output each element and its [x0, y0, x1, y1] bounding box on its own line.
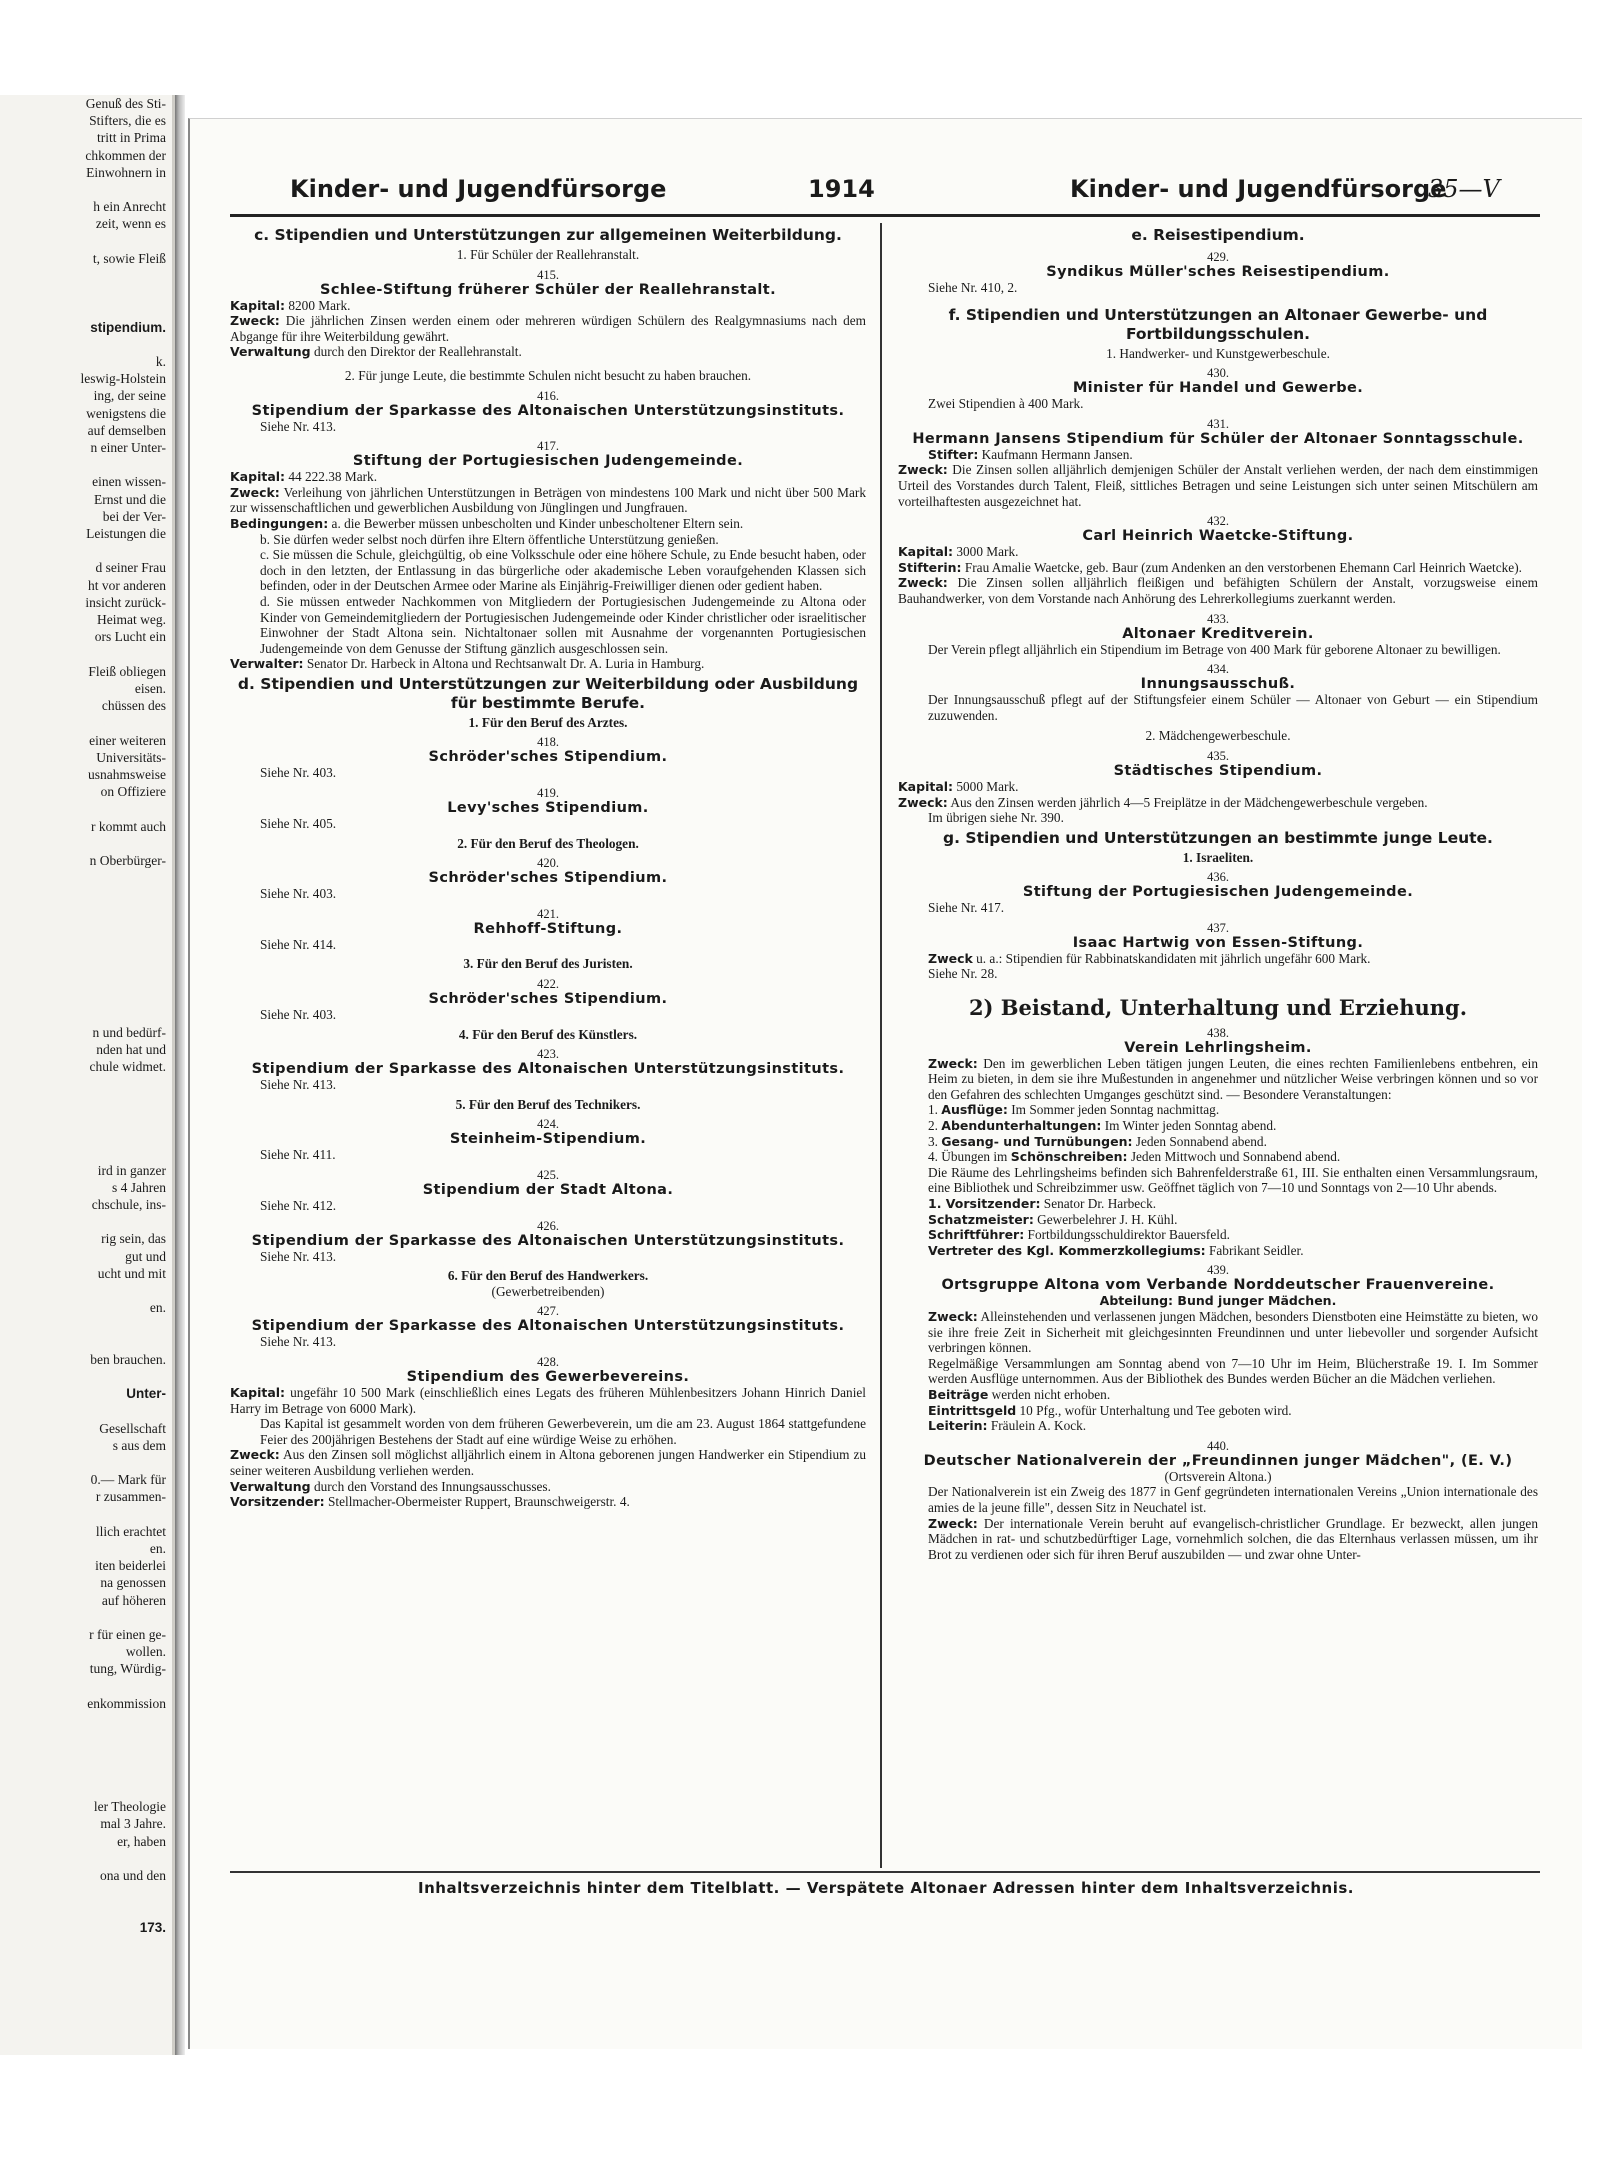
entry-title: Steinheim-Stipendium. [449, 1131, 647, 1148]
strip-line: ler Theologie [93, 1799, 166, 1815]
field-label: Zweck: [928, 1515, 978, 1531]
strip-line: usnahmsweise [88, 766, 166, 782]
right-column [898, 223, 1538, 1562]
entry-number: 421. [537, 906, 559, 921]
entry-title: Altonaer Kreditverein. [1122, 625, 1314, 642]
field-label: Verwaltung [230, 1478, 311, 1494]
entry-number: 428. [537, 1354, 559, 1369]
see-reference: Siehe Nr. 403. [260, 765, 337, 781]
field-label: Kapital: [230, 469, 286, 485]
field-value: Frau Amalie Waetcke, geb. Baur (zum Andenken an den verstorbenen Ehemann Carl Heinrich Waetcke). [961, 559, 1522, 575]
entry-title: Städtisches Stipendium. [1113, 762, 1323, 779]
strip-line: n und bedürf- [92, 1024, 166, 1040]
field-label: Verwaltung [230, 344, 311, 360]
strip-line: Fleiß obliegen [88, 663, 166, 679]
section-c-heading: c. Stipendien und Unterstützungen zur allgemeinen Weiterbildung. [254, 226, 842, 244]
strip-line [0, 869, 172, 886]
strip-line [0, 714, 172, 731]
paragraph: Der Verein pflegt alljährlich ein Stipendium im Betrage von 400 Mark für geborene Altonaer zu bewilligen. [928, 641, 1501, 657]
field-label: Kapital: [898, 544, 954, 560]
entry-title: Minister für Handel und Gewerbe. [1072, 380, 1364, 397]
strip-line [0, 336, 172, 353]
strip-line: k. [155, 354, 166, 370]
field-label: Vorsitzender: [230, 1494, 325, 1510]
header-page-number: 35—V [1428, 175, 1500, 203]
see-reference: Siehe Nr. 413. [260, 1334, 337, 1350]
field-label: Kapital: [230, 1384, 286, 1400]
field-label: Stifterin: [898, 559, 962, 575]
see-reference: Siehe Nr. 414. [260, 936, 337, 952]
strip-line [0, 1884, 172, 1901]
subsection-label: 5. Für den Beruf des Technikers. [455, 1096, 641, 1112]
strip-line [0, 1901, 172, 1918]
entry-number: 417. [537, 439, 559, 454]
subsection-label: 3. Für den Beruf des Juristen. [463, 956, 633, 972]
strip-line: Genuß des Sti- [85, 96, 166, 111]
strip-line [0, 301, 172, 318]
paragraph: c. Sie müssen die Schule, gleichgültig, ob eine Volksschule oder eine höhere Schule, zu Ende besucht haben, oder doch in den letzten, der Entlassung in das bürgerliche oder akademische Leben voraufgehenden Klassen sich befinden, oder in der Deutschen Armee oder Marine als Einjährig-Freiwilliger dienen oder gedient haben. [260, 547, 866, 594]
field-label: Zweck: [898, 462, 948, 478]
entry-number: 439. [1207, 1263, 1229, 1278]
strip-line [0, 800, 172, 817]
strip-line [0, 1282, 172, 1299]
strip-line [0, 835, 172, 852]
strip-line: auf höheren [101, 1592, 166, 1608]
strip-line: t, sowie Fleiß [92, 250, 166, 266]
list-marker: 3. [928, 1133, 942, 1149]
subsection-label: 2. Mädchengewerbeschule. [1145, 728, 1291, 744]
strip-line: tritt in Prima [97, 130, 166, 146]
strip-line: s aus dem [112, 1437, 166, 1453]
entry-number: 416. [537, 388, 559, 403]
header-right-title: Kinder- und Jugendfürsorge [1070, 175, 1447, 203]
strip-line: n einer Unter- [90, 440, 166, 456]
strip-line: leswig-Holstein [80, 371, 166, 387]
entry-title: Schlee-Stiftung früherer Schüler der Reallehranstalt. [320, 281, 776, 298]
entry-number: 440. [1207, 1438, 1229, 1453]
strip-line: er, haben [117, 1833, 166, 1849]
strip-line: Einwohnern in [86, 164, 166, 180]
strip-line: en. [149, 1300, 166, 1316]
header-year: 1914 [808, 175, 875, 203]
strip-line: h ein Anrecht [93, 199, 166, 215]
field-value: Aus den Zinsen soll möglichst alljährlich einem in Altona geborenen jungen Handwerker ein Stipendium zu seiner weiteren Ausbildung verliehen werden. [230, 1447, 866, 1478]
left-column [230, 223, 866, 1510]
strip-line [0, 1093, 172, 1110]
entry-title: Isaac Hartwig von Essen-Stiftung. [1072, 934, 1364, 951]
list-marker: 1. [928, 1102, 942, 1118]
page [188, 118, 1582, 2049]
strip-line [0, 886, 172, 903]
entry-title: Deutscher Nationalverein der „Freundinnen junger Mädchen", (E. V.) [923, 1452, 1513, 1469]
strip-line: ors Lucht ein [94, 629, 166, 645]
field-value: durch den Direktor der Reallehranstalt. [310, 344, 522, 360]
field-value: Gewerbelehrer J. H. Kühl. [1033, 1211, 1178, 1227]
strip-line: d seiner Frau [95, 560, 166, 576]
entry-title: Hermann Jansens Stipendium für Schüler der Altonaer Sonntagsschule. [912, 430, 1524, 447]
entry-number: 427. [537, 1304, 559, 1319]
book-gutter [175, 95, 185, 2055]
entry-title: Rehhoff-Stiftung. [473, 920, 623, 937]
entry-title: Stipendium der Sparkasse des Altonaischen Unterstützungsinstituts. [251, 1318, 845, 1335]
strip-line: s 4 Jahren [112, 1179, 166, 1195]
strip-line [0, 955, 172, 972]
see-reference: Siehe Nr. 405. [260, 816, 337, 832]
strip-line [0, 1144, 172, 1161]
field-value: ungefähr 10 500 Mark (einschließlich eines Legats des früheren Mühlenbesitzers Johann Hinrich Daniel Harry im Betrage von 6000 Mark). [230, 1384, 866, 1416]
field-value: Im Sommer jeden Sonntag nachmittag. [1007, 1102, 1220, 1118]
field-label: Zweck: [898, 794, 948, 810]
entry-number: 438. [1207, 1025, 1229, 1040]
see-reference: Siehe Nr. 413. [260, 1077, 337, 1093]
section-g-heading: g. Stipendien und Unterstützungen an bestimmte junge Leute. [943, 828, 1493, 847]
strip-line: ird in ganzer [97, 1162, 166, 1178]
strip-line [0, 1127, 172, 1144]
field-value: Aus den Zinsen werden jährlich 4—5 Freiplätze in der Mädchengewerbeschule vergeben. [947, 794, 1428, 810]
entry-title: Syndikus Müller'sches Reisestipendium. [1046, 264, 1390, 280]
strip-line: stipendium. [90, 319, 166, 335]
strip-line: enkommission [87, 1695, 166, 1711]
strip-line [0, 1747, 172, 1764]
see-reference: Siehe Nr. 413. [260, 1248, 337, 1264]
entry-subtitle: Abteilung: Bund junger Mädchen. [1099, 1293, 1337, 1309]
field-label: Vertreter des Kgl. Kommerzkollegiums: [928, 1242, 1206, 1258]
field-value: Der internationale Verein beruht auf evangelisch-christlicher Grundlage. Er bezweckt, allen jungen Mädchen in rat- und schutzbedürftiger Lage, vornehmlich solchen, die das Elternhaus verlassen müssen, um ihr Brot zu verdienen oder sich für ihren Beruf auszubilden — und zwar ohne Unter- [928, 1515, 1538, 1562]
strip-line: chule widmet. [89, 1059, 166, 1075]
strip-line [0, 284, 172, 301]
strip-line [0, 1402, 172, 1419]
field-value: Im Winter jeden Sonntag abend. [1101, 1118, 1277, 1134]
entry-number: 423. [537, 1047, 559, 1062]
field-value: Fabrikant Seidler. [1205, 1242, 1304, 1258]
strip-line: chkommen der [85, 147, 166, 163]
field-value: 8200 Mark. [285, 297, 351, 313]
scan-top-margin [0, 0, 1600, 58]
strip-line [0, 267, 172, 284]
strip-line: iten beiderlei [95, 1558, 166, 1574]
list-marker: 2. [928, 1118, 942, 1134]
entry-title: Stipendium der Stadt Altona. [422, 1182, 674, 1198]
footer-note: Inhaltsverzeichnis hinter dem Titelblatt. — Verspätete Altonaer Adressen hinter dem Inhaltsverzeichnis. [418, 1879, 1354, 1897]
entry-number: 437. [1207, 920, 1229, 935]
paragraph: d. Sie müssen entweder Nachkommen von Mitgliedern der Portugiesischen Judengemeinde zu Altona oder Kinder von Gemeindemitgliedern der Portugiesischen Judengemeinde oder Kinder christlicher oder israelitischer Einwohner der Stadt Altona sein. Nichtaltonaer sollen mit Ausnahme der vorgenannten Portugiesischen Judengemeinde von dem Genusse der Stiftung gänzlich ausgeschlossen sein. [260, 593, 866, 656]
field-value: a. die Bewerber müssen unbescholten und Kinder unbescholtener Eltern sein. [328, 515, 744, 531]
strip-line: chüssen des [101, 698, 166, 714]
strip-line: tung, Würdig- [89, 1661, 166, 1677]
field-label: Zweck: [230, 484, 280, 500]
field-label: Leiterin: [928, 1418, 988, 1434]
running-header [190, 171, 1582, 211]
left-page-strip [0, 95, 175, 2055]
subsection-label: 1. Für den Beruf des Arztes. [468, 714, 628, 730]
strip-line: ht vor anderen [88, 577, 166, 593]
entry-number: 419. [537, 786, 559, 801]
field-label: Schönschreiben: [1010, 1149, 1128, 1165]
strip-line [0, 1850, 172, 1867]
list-marker: 4. Übungen im [928, 1149, 1011, 1165]
strip-line: Heimat weg. [97, 612, 166, 628]
subsection-label: 2. Für junge Leute, die bestimmte Schulen nicht besucht zu haben brauchen. [344, 367, 752, 383]
subsection-label: 6. Für den Beruf des Handwerkers. [447, 1268, 649, 1284]
field-value: u. a.: Stipendien für Rabbinatskandidaten mit jährlich ungefähr 600 Mark. [972, 950, 1371, 966]
strip-line: n Oberbürger- [89, 852, 166, 868]
strip-line: r für einen ge- [89, 1627, 166, 1643]
subsection-label: 1. Israeliten. [1182, 849, 1254, 865]
field-value: 5000 Mark. [953, 778, 1019, 794]
field-value: Alleinstehenden und verlassenen jungen Mädchen, besonders Dienstboten eine Heimstätte zu bieten, wo sie ihre freie Zeit in Sicherheit mit gleichgesinnten Freundinnen und unter liebevoller und sorgender Aufsicht verbringen können. [928, 1308, 1538, 1356]
strip-line: na genossen [100, 1575, 166, 1591]
strip-line [0, 1609, 172, 1626]
field-label: Ausflüge: [941, 1102, 1008, 1118]
strip-line [0, 972, 172, 989]
see-reference: Siehe Nr. 417. [928, 900, 1005, 916]
subsection-label: 2. Für den Beruf des Theologen. [457, 835, 639, 851]
strip-line [0, 938, 172, 955]
paragraph: Regelmäßige Versammlungen am Sonntag abend von 7—10 Uhr im Heim, Blücherstraße 19. I. Im Sommer werden Ausflüge unternommen. Aus der Bibliothek des Bundes werden Bücher an die Mädchen verliehen. [928, 1355, 1538, 1387]
strip-line: Universitäts- [96, 749, 166, 765]
strip-line: llich erachtet [95, 1523, 166, 1539]
entry-number: 432. [1207, 514, 1229, 529]
entry-title: Stipendium der Sparkasse des Altonaischen Unterstützungsinstituts. [251, 1232, 845, 1249]
strip-line: ben brauchen. [90, 1351, 166, 1367]
entry-number: 431. [1207, 416, 1229, 431]
strip-line: r kommt auch [91, 818, 166, 834]
field-value: Jeden Mittwoch und Sonnabend abend. [1127, 1149, 1341, 1165]
field-value: Senator Dr. Harbeck. [1040, 1196, 1157, 1211]
strip-line: bei der Ver- [102, 508, 166, 524]
entry-subtitle: (Ortsverein Altona.) [1164, 1468, 1272, 1484]
field-value: 44 222.38 Mark. [285, 469, 378, 485]
field-label: Beiträge [928, 1386, 989, 1402]
strip-line: mal 3 Jahre. [100, 1816, 166, 1832]
strip-line: wenigstens die [86, 405, 166, 421]
entry-number: 429. [1207, 250, 1229, 264]
field-value: Die Zinsen sollen alljährlich demjenigen Schüler der Anstalt verliehen werden, der nach dem einstimmigen Urteil des Vorstandes durch Talent, Fleiß, sittliches Betragen und seine Leistungen sich unter seinen Mitschülern am vorteilhaftesten ausgezeichnet hat. [898, 462, 1538, 509]
strip-line: zeit, wenn es [95, 216, 166, 232]
entry-number: 425. [537, 1168, 559, 1182]
see-reference: Siehe Nr. 411. [260, 1147, 336, 1163]
entry-title: Schröder'sches Stipendium. [428, 991, 668, 1008]
strip-line [0, 990, 172, 1007]
field-label: Zweck: [928, 1055, 978, 1071]
entry-number: 415. [537, 267, 559, 282]
entry-title: Carl Heinrich Waetcke-Stiftung. [1082, 528, 1354, 545]
entry-number: 422. [537, 977, 559, 992]
field-label: 1. Vorsitzender: [928, 1196, 1041, 1211]
strip-line: 173. [139, 1919, 166, 1935]
header-rule [230, 214, 1540, 217]
entry-title: Stipendium der Sparkasse des Altonaischen Unterstützungsinstituts. [251, 1061, 845, 1078]
strip-line [0, 921, 172, 938]
paragraph: Das Kapital ist gesammelt worden von dem früheren Gewerbeverein, um die am 23. August 1864 stattgefundene Feier des 200jährigen Bestehens der Stadt auf eine würdige Weise zu erhöhen. [260, 1416, 866, 1447]
field-label: Zweck: [898, 575, 948, 591]
strip-line [0, 646, 172, 663]
entry-title: Schröder'sches Stipendium. [428, 870, 668, 887]
strip-line [0, 1764, 172, 1781]
strip-line [0, 1678, 172, 1695]
header-left-title: Kinder- und Jugendfürsorge [290, 175, 667, 203]
field-value: durch den Vorstand des Innungsausschusses. [310, 1478, 551, 1494]
strip-line [0, 233, 172, 250]
strip-line [0, 1781, 172, 1798]
paragraph: Der Nationalverein ist ein Zweig des 1877 in Genf gegründeten internationalen Vereins „Union internationale des amies de la jeune fille", dessen Sitz in Neuchatel ist. [928, 1484, 1538, 1515]
field-label: Zweck [928, 950, 973, 966]
strip-line: einen wissen- [92, 474, 166, 490]
strip-line: eisen. [134, 680, 166, 696]
strip-line: Unter- [126, 1386, 166, 1402]
strip-line: auf demselben [87, 422, 166, 438]
field-label: Eintrittsgeld [928, 1402, 1017, 1418]
strip-line: ona und den [100, 1867, 166, 1883]
field-label: Zweck: [928, 1308, 978, 1324]
paragraph: b. Sie dürfen weder selbst noch dürfen ihre Eltern öffentliche Unterstützung genießen. [260, 531, 719, 547]
field-label: Kapital: [898, 778, 954, 794]
field-value: Die Zinsen sollen alljährlich fleißigen und befähigten Schülern der Anstalt, vorzugsweise einem Bauhandwerker, von dem Vorstande nach Anhörung des Lehrerkollegiums zuerkannt werden. [898, 575, 1538, 606]
strip-line: rig sein, das [101, 1231, 166, 1247]
strip-line [0, 1110, 172, 1127]
entry-number: 426. [537, 1218, 559, 1233]
field-value: Fräulein A. Kock. [987, 1418, 1087, 1434]
entry-title: Stiftung der Portugiesischen Judengemeinde. [1022, 884, 1414, 901]
strip-line: en. [149, 1541, 166, 1557]
field-label: Schriftführer: [928, 1227, 1025, 1243]
strip-line: Stifters, die es [89, 113, 166, 129]
strip-line [0, 1506, 172, 1523]
strip-line [0, 904, 172, 921]
paragraph: Der Innungsausschuß pflegt auf der Stiftungsfeier einem Schüler — Altonaer von Geburt — ein Stipendium zuzuwenden. [928, 692, 1538, 723]
paragraph: Zwei Stipendien à 400 Mark. [928, 396, 1084, 412]
strip-line: ucht und mit [97, 1265, 166, 1281]
strip-line [0, 542, 172, 559]
entry-number: 430. [1207, 366, 1229, 381]
section-e-heading: e. Reisestipendium. [1131, 226, 1305, 244]
field-value: Stellmacher-Obermeister Ruppert, Braunschweigerstr. 4. [324, 1494, 630, 1510]
footer-rule [230, 1871, 1540, 1873]
entry-title: Innungsausschuß. [1140, 676, 1296, 693]
field-value: Jeden Sonnabend abend. [1132, 1133, 1267, 1149]
strip-line [0, 1729, 172, 1746]
field-label: Bedingungen: [230, 515, 329, 531]
strip-line [0, 456, 172, 473]
subsection-note: (Gewerbetreibenden) [491, 1283, 605, 1299]
strip-line [0, 1368, 172, 1385]
entry-number: 420. [537, 856, 559, 871]
field-label: Gesang- und Turnübungen: [941, 1133, 1133, 1149]
strip-line: ing, der seine [93, 388, 166, 404]
strip-line [0, 1454, 172, 1471]
strip-line [0, 1316, 172, 1333]
strip-line [0, 1712, 172, 1729]
field-value: Verleihung von jährlichen Unterstützungen in Beträgen von mindestens 100 Mark und nicht über 500 Mark zur wissenschaftlichen und gewerblichen Ausbildung von Jünglingen und Jungfrauen. [230, 484, 866, 516]
field-label: Kapital: [230, 297, 286, 313]
main-section-heading: 2) Beistand, Unterhaltung und Erziehung. [968, 995, 1468, 1021]
see-reference: Im übrigen siehe Nr. 390. [928, 810, 1064, 826]
entry-number: 434. [1207, 662, 1229, 677]
field-value: werden nicht erhoben. [988, 1386, 1111, 1402]
field-value: Senator Dr. Harbeck in Altona und Rechtsanwalt Dr. A. Luria in Hamburg. [303, 656, 705, 672]
see-reference: Siehe Nr. 412. [260, 1198, 337, 1213]
subsection-label: 1. Für Schüler der Reallehranstalt. [456, 247, 640, 262]
field-label: Zweck: [230, 1447, 280, 1463]
entry-number: 433. [1207, 611, 1229, 626]
strip-line: chschule, ins- [91, 1197, 166, 1212]
entry-number: 424. [537, 1117, 559, 1132]
see-reference: Siehe Nr. 413. [260, 418, 337, 434]
entry-title: Ortsgruppe Altona vom Verbande Norddeutscher Frauenvereine. [941, 1277, 1495, 1294]
entry-title: Schröder'sches Stipendium. [428, 749, 668, 766]
field-value: 3000 Mark. [953, 544, 1019, 560]
section-d-heading: d. Stipendien und Unterstützungen zur Weiterbildung oder Ausbildung für bestimmte Berufe. [237, 674, 859, 712]
field-value: 10 Pfg., wofür Unterhaltung und Tee geboten wird. [1016, 1402, 1292, 1418]
strip-line: einer weiteren [89, 732, 166, 748]
strip-line: insicht zurück- [85, 594, 166, 610]
column-divider [880, 223, 882, 1868]
strip-line: Ernst und die [94, 491, 166, 507]
subsection-label: 1. Handwerker- und Kunstgewerbeschule. [1106, 345, 1330, 361]
strip-line [0, 181, 172, 198]
field-label: Verwalter: [230, 656, 304, 672]
field-value: Kaufmann Hermann Jansen. [978, 446, 1133, 462]
strip-line: Leistungen die [86, 526, 166, 542]
strip-line [0, 1334, 172, 1351]
entry-number: 435. [1207, 748, 1229, 763]
strip-line: wollen. [125, 1644, 166, 1660]
section-f-heading: f. Stipendien und Unterstützungen an Altonaer Gewerbe- und Fortbildungsschulen. [948, 305, 1488, 343]
strip-line [0, 1213, 172, 1230]
entry-number: 418. [537, 735, 559, 750]
see-reference: Siehe Nr. 28. [928, 966, 998, 982]
strip-line: r zusammen- [95, 1489, 166, 1505]
subsection-label: 4. Für den Beruf des Künstlers. [458, 1026, 638, 1042]
field-label: Zweck: [230, 313, 280, 329]
strip-line [0, 1076, 172, 1093]
see-reference: Siehe Nr. 403. [260, 1007, 337, 1023]
field-value: Den im gewerblichen Leben tätigen jungen Leuten, die eines rechten Familienlebens entbehren, ein Heim zu bieten, in dem sie ihre Mußestunden in angenehmer und nützlicher Weise verbringen können und so vor den Gefahren des schlechten Umganges geschützt sind. — Besondere Veranstaltungen: [928, 1055, 1538, 1102]
entry-title: Stipendium des Gewerbevereins. [406, 1368, 690, 1385]
strip-line: on Offiziere [100, 784, 166, 800]
entry-title: Stiftung der Portugiesischen Judengemeinde. [352, 453, 744, 470]
entry-title: Verein Lehrlingsheim. [1124, 1039, 1312, 1056]
see-reference: Siehe Nr. 410, 2. [928, 280, 1018, 295]
strip-line: 0.— Mark für [90, 1472, 166, 1488]
field-value: Die jährlichen Zinsen werden einem oder mehreren würdigen Schülern des Realgymnasiums nach dem Abgange für ihre Weiterbildung gewährt. [230, 313, 866, 344]
field-label: Schatzmeister: [928, 1211, 1034, 1227]
strip-line: Gesellschaft [99, 1420, 166, 1436]
entry-title: Stipendium der Sparkasse des Altonaischen Unterstützungsinstituts. [251, 402, 845, 419]
field-value: Fortbildungsschuldirektor Bauersfeld. [1024, 1227, 1230, 1243]
field-label: Stifter: [928, 446, 979, 462]
paragraph: Die Räume des Lehrlingsheims befinden sich Bahrenfelderstraße 61, III. Sie enthalten einen Versammlungsraum, eine Bibliothek und Schreibzimmer usw. Geöffnet täglich von 7—10 und Sonntags von 2—10 Uhr abends. [928, 1164, 1538, 1196]
entry-number: 436. [1207, 870, 1229, 885]
entry-title: Levy'sches Stipendium. [447, 800, 649, 817]
strip-line: gut und [125, 1248, 166, 1264]
field-label: Abendunterhaltungen: [941, 1118, 1102, 1134]
see-reference: Siehe Nr. 403. [260, 886, 337, 902]
strip-line: nden hat und [96, 1042, 166, 1058]
strip-line [0, 1007, 172, 1024]
